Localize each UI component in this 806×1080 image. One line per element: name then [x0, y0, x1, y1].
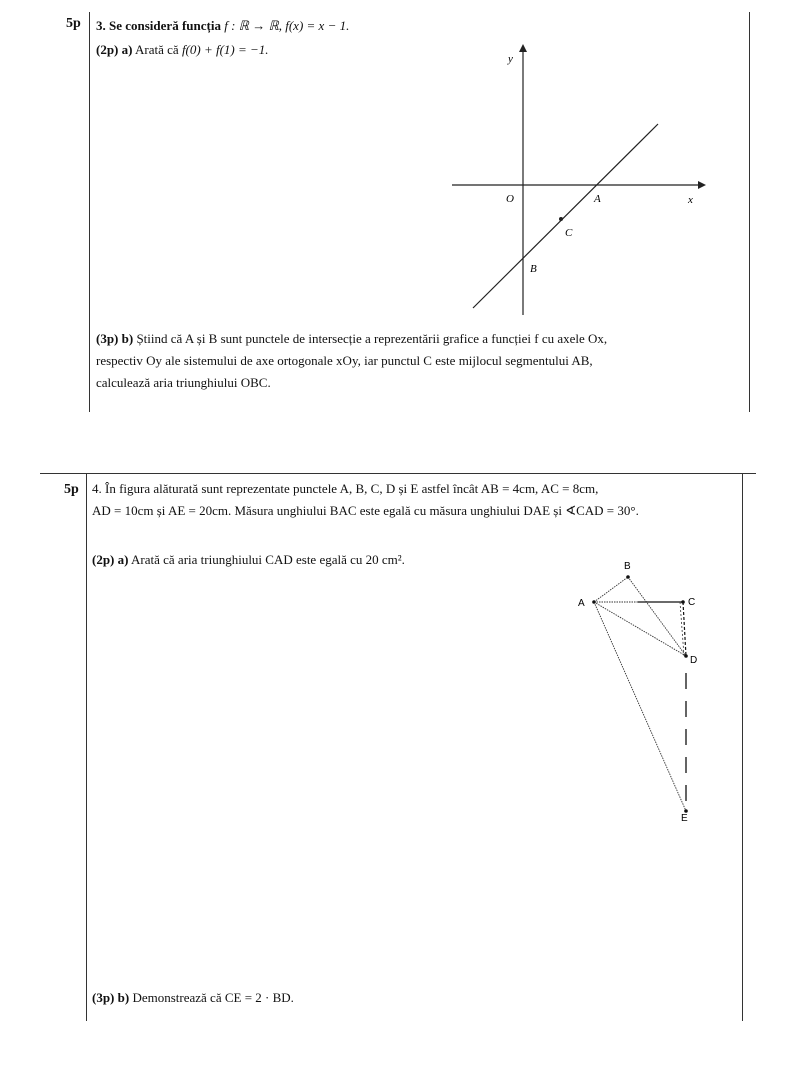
label-C: C	[688, 597, 696, 608]
label-D: D	[690, 655, 698, 666]
segment-BD	[628, 577, 686, 656]
point-C-marker	[681, 600, 685, 604]
problem-4-part-b-text: Demonstrează că CE = 2 · BD.	[132, 990, 294, 1005]
point-A-marker	[592, 600, 596, 604]
problem-4-top-border	[40, 473, 756, 474]
label-A: A	[578, 598, 585, 609]
label-y: y	[508, 53, 513, 65]
problem-3-part-b-line-2: respectiv Oy ale sistemului de axe ortogonale xOy, iar punctul C este mijlocul segmentului AB,	[96, 353, 593, 368]
segment-CD	[683, 602, 686, 656]
problem-4-right-border	[742, 473, 743, 1021]
label-E: E	[681, 813, 688, 824]
point-C-marker	[559, 217, 563, 221]
y-axis-arrow-icon	[519, 44, 527, 52]
problem-3-part-b-line-1	[96, 328, 744, 350]
x-axis-arrow-icon	[698, 181, 706, 189]
problem-4-left-border	[86, 473, 87, 1021]
segment-AB	[594, 577, 628, 602]
problem-3-part-a-formula: f(0) + f(1) = −1.	[181, 42, 269, 57]
problem-3-part-b	[96, 328, 744, 394]
problem-4-statement-line-2: AD = 10cm și AE = 20cm. Măsura unghiului BAC este egală cu măsura unghiului DAE și ∢CAD = 30°.	[92, 503, 639, 518]
problem-3-graph	[440, 40, 710, 320]
problem-4-part-b-points: (3p) b)	[92, 990, 130, 1005]
problem-3-function-definition: f : ℝ → ℝ, f(x) = x − 1.	[224, 18, 350, 33]
point-D-marker	[684, 654, 688, 658]
problem-4-score: 5p	[64, 482, 79, 497]
problem-3-score: 5p	[66, 16, 81, 31]
label-B: B	[530, 263, 537, 275]
point-B-marker	[626, 575, 630, 579]
label-B: B	[624, 561, 631, 572]
problem-3-part-a-points: (2p) a)	[96, 42, 133, 57]
problem-3-right-border	[749, 12, 750, 412]
function-graph-line	[473, 124, 658, 308]
problem-3-part-a-text: Arată că	[135, 42, 179, 57]
problem-4-part-a-points: (2p) a)	[92, 552, 129, 567]
problem-3-statement-prefix: 3. Se consideră funcția	[96, 18, 221, 33]
problem-4-figure	[570, 555, 710, 825]
problem-3-part-b-line-3: calculează aria triunghiului OBC.	[96, 375, 271, 390]
problem-4-part-a	[92, 552, 405, 568]
segment-AD	[594, 602, 686, 656]
problem-3-part-a	[96, 42, 269, 58]
problem-4-part-a-text: Arată că aria triunghiului CAD este egală cu 20 cm².	[131, 552, 405, 567]
problem-3-statement	[96, 18, 349, 34]
problem-4-part-b	[92, 990, 294, 1006]
label-A: A	[594, 193, 601, 205]
problem-4-statement	[92, 478, 738, 522]
segment-AE	[594, 602, 686, 811]
problem-3-left-border	[89, 12, 90, 412]
problem-4-statement-line-1: 4. În figura alăturată sunt reprezentate punctele A, B, C, D și E astfel încât AB = 4cm, AC = 8cm,	[92, 481, 599, 496]
label-x: x	[688, 194, 693, 206]
problem-3-part-b-points: (3p) b)	[96, 331, 134, 346]
label-C: C	[565, 227, 573, 239]
problem-3-part-b-line-1-text: Știind că A și B sunt punctele de intersecție a reprezentării grafice a funcției f cu axele Ox,	[136, 331, 608, 346]
label-O: O	[506, 193, 514, 205]
